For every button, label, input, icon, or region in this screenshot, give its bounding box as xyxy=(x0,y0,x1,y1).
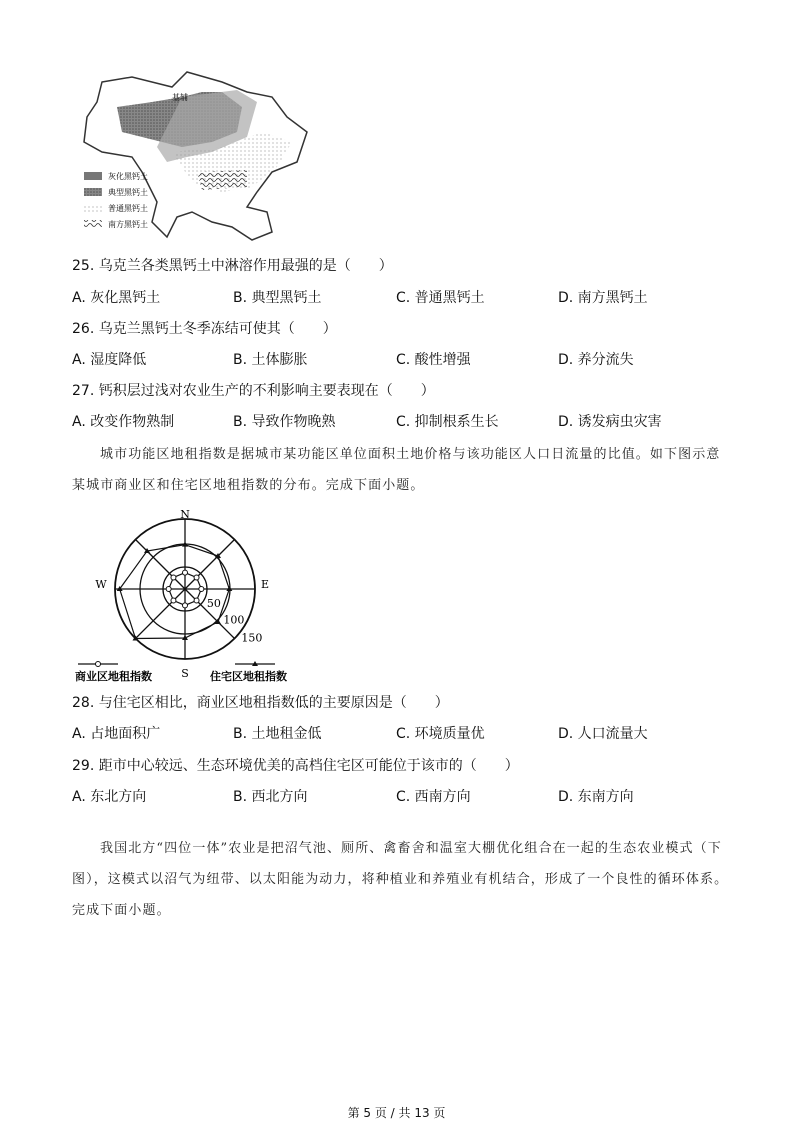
passage-line: 某城市商业区和住宅区地租指数的分布。完成下面小题。 xyxy=(72,478,425,493)
passage-line: 我国北方“四位一体”农业是把沼气池、厕所、禽畜舍和温室大棚优化组合在一起的生态农业模式（下 xyxy=(100,841,722,856)
question-28: 28. 与住宅区相比，商业区地租指数低的主要原因是（ ） xyxy=(72,695,449,711)
option-d[interactable]: D. 养分流失 xyxy=(558,352,634,368)
option-d[interactable]: D. 东南方向 xyxy=(558,789,634,805)
passage-line: 图），这模式以沼气为纽带、以太阳能为动力，将种植业和养殖业有机结合，形成了一个良性的循环体系。 xyxy=(72,872,729,887)
direction-label: S xyxy=(181,667,189,680)
commercial-point xyxy=(171,598,176,603)
passage-line: 完成下面小题。 xyxy=(72,903,171,918)
option-a[interactable]: A. 占地面积广 xyxy=(72,726,161,742)
map-city-label: 基辅 xyxy=(172,93,188,102)
direction-label: E xyxy=(260,578,270,591)
question-25: 25. 乌克兰各类黑钙土中淋溶作用最强的是（ ） xyxy=(72,258,393,274)
page-footer: 第 5 页 / 共 13 页 xyxy=(347,1106,446,1120)
ukraine-soil-map xyxy=(72,62,317,247)
ring-label: 100 xyxy=(223,613,245,627)
option-d[interactable]: D. 诱发病虫灾害 xyxy=(558,414,662,430)
option-d[interactable]: D. 南方黑钙土 xyxy=(558,290,648,306)
option-b[interactable]: B. 西北方向 xyxy=(233,789,308,805)
option-c[interactable]: C. 抑制根系生长 xyxy=(396,414,499,430)
commercial-point xyxy=(183,603,188,608)
option-b[interactable]: B. 土体膨胀 xyxy=(233,352,308,368)
question-27: 27. 钙积层过浅对农业生产的不利影响主要表现在（ ） xyxy=(72,383,435,399)
question-29: 29. 距市中心较远、生态环境优美的高档住宅区可能位于该市的（ ） xyxy=(72,758,519,774)
chart-axis xyxy=(136,540,185,589)
option-a[interactable]: A. 东北方向 xyxy=(72,789,147,805)
direction-label: W xyxy=(95,578,107,591)
option-c[interactable]: C. 酸性增强 xyxy=(396,352,471,368)
chart-axis xyxy=(136,589,185,638)
legend-label-residential: 住宅区地租指数 xyxy=(210,670,287,683)
rent-index-radar-chart xyxy=(70,500,310,685)
legend-label: 典型黑钙土 xyxy=(108,188,148,197)
commercial-point xyxy=(194,575,199,580)
option-a[interactable]: A. 灰化黑钙土 xyxy=(72,290,161,306)
legend-label: 灰化黑钙土 xyxy=(108,172,148,181)
passage-line: 城市功能区地租指数是据城市某功能区单位面积土地价格与该功能区人口日流量的比值。如下图示意 xyxy=(100,447,721,462)
option-a[interactable]: A. 湿度降低 xyxy=(72,352,147,368)
option-b[interactable]: B. 土地租金低 xyxy=(233,726,322,742)
option-c[interactable]: C. 环境质量优 xyxy=(396,726,485,742)
commercial-point xyxy=(171,575,176,580)
option-b[interactable]: B. 导致作物晚熟 xyxy=(233,414,336,430)
option-d[interactable]: D. 人口流量大 xyxy=(558,726,648,742)
commercial-point xyxy=(183,570,188,575)
legend-label: 普通黑钙土 xyxy=(108,204,148,213)
map-legend xyxy=(84,171,148,229)
commercial-point xyxy=(199,587,204,592)
commercial-point xyxy=(166,587,171,592)
commercial-point xyxy=(194,598,199,603)
option-c[interactable]: C. 普通黑钙土 xyxy=(396,290,485,306)
ring-label: 50 xyxy=(206,596,221,610)
direction-label: N xyxy=(180,508,190,521)
option-c[interactable]: C. 西南方向 xyxy=(396,789,471,805)
option-b[interactable]: B. 典型黑钙土 xyxy=(233,290,322,306)
option-a[interactable]: A. 改变作物熟制 xyxy=(72,414,175,430)
ring-label: 150 xyxy=(241,631,263,645)
legend-label-commercial: 商业区地租指数 xyxy=(75,670,152,683)
series-line-residential xyxy=(120,545,230,639)
legend-marker-commercial xyxy=(96,662,101,667)
legend-label: 南方黑钙土 xyxy=(108,220,148,229)
question-26: 26. 乌克兰黑钙土冬季冻结可使其（ ） xyxy=(72,321,337,337)
